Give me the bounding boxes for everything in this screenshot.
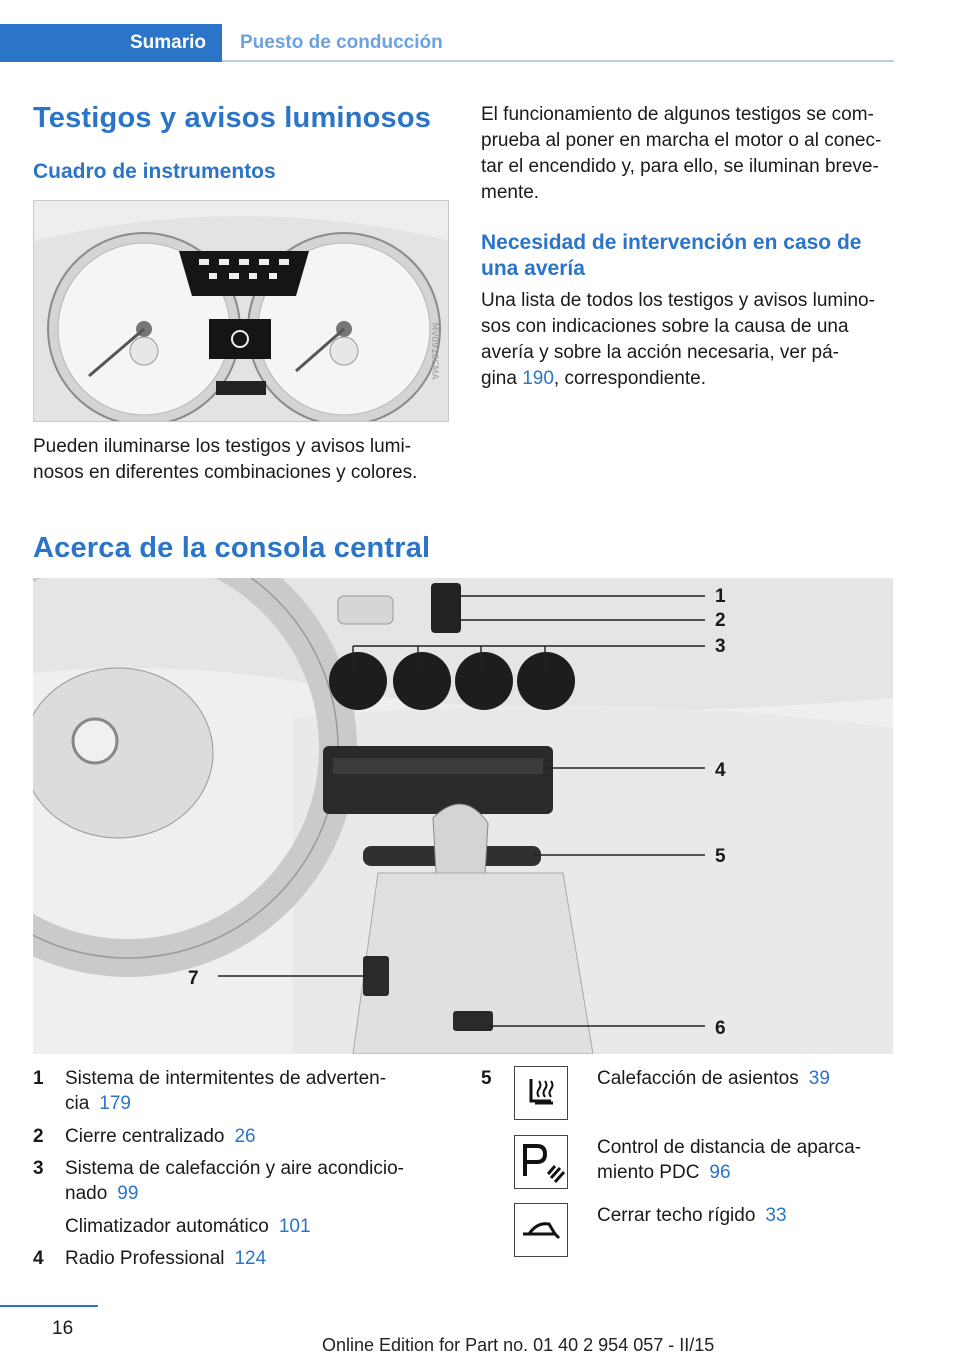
page-link-101[interactable]: 101 bbox=[278, 1216, 311, 1237]
page-number: 16 bbox=[52, 1318, 74, 1339]
paragraph-lista-testigos: Una lista de todos los testigos y avisos lumino‐ sos con indicaciones sobre la causa de una avería y sobre la acción necesaria, ver pá‐ gina 190, correspondiente. bbox=[481, 290, 875, 389]
paragraph-function-check: El funcionamiento de algunos testigos se com‐ prueba al poner en marcha el motor o al conec‐ tar el encendido y, para ello, se iluminan breve‐ mente. bbox=[481, 104, 882, 203]
callout-2: 2 bbox=[715, 610, 726, 631]
legend-item-4: 4 Radio Professional 124 bbox=[33, 1248, 267, 1269]
footer-rule bbox=[0, 1305, 98, 1307]
subtitle-cuadro: Cuadro de instrumentos bbox=[33, 160, 276, 183]
center-console-illustration bbox=[33, 578, 893, 1054]
callout-4: 4 bbox=[715, 760, 726, 781]
legend-item-3: 3 Sistema de calefacción y aire acondicio‐ nado 99 bbox=[33, 1158, 405, 1204]
header-rule bbox=[222, 60, 894, 62]
cluster-caption: Pueden iluminarse los testigos y avisos lumi‐ nosos en diferentes combinaciones y colores. bbox=[33, 436, 418, 483]
legend-item-5-num: 5 bbox=[481, 1068, 492, 1089]
legend-item-3b: Climatizador automático 101 bbox=[65, 1216, 311, 1237]
legend-item-2: 2 Cierre centralizado 26 bbox=[33, 1126, 256, 1147]
legend-item-5: Calefacción de asientos 39 bbox=[597, 1068, 830, 1089]
page-link-179[interactable]: 179 bbox=[99, 1093, 131, 1114]
callout-7: 7 bbox=[188, 968, 199, 989]
page-link-33[interactable]: 33 bbox=[765, 1205, 787, 1226]
hardtop-icon bbox=[514, 1203, 568, 1257]
section-title-testigos: Testigos y avisos luminosos bbox=[33, 102, 432, 134]
callout-6: 6 bbox=[715, 1018, 726, 1039]
image-code: MV0918CMA bbox=[429, 322, 439, 380]
tab-sumario[interactable]: Sumario bbox=[0, 24, 222, 62]
page-link-26[interactable]: 26 bbox=[234, 1126, 256, 1147]
pdc-icon bbox=[514, 1135, 568, 1189]
center-console-image bbox=[33, 578, 893, 1054]
seat-heating-icon bbox=[514, 1066, 568, 1120]
instrument-cluster-image bbox=[33, 200, 449, 422]
callout-1: 1 bbox=[715, 586, 726, 607]
legend-item-1: 1 Sistema de intermitentes de adverten‐ cia 179 bbox=[33, 1068, 387, 1114]
legend-item-hardtop: Cerrar techo rígido 33 bbox=[597, 1205, 787, 1226]
callout-3: 3 bbox=[715, 636, 726, 657]
edition-note: Online Edition for Part no. 01 40 2 954 057 - II/15 bbox=[322, 1335, 715, 1355]
page-link-96[interactable]: 96 bbox=[709, 1162, 731, 1183]
page-link-39[interactable]: 39 bbox=[808, 1068, 830, 1089]
heading-intervencion: Necesidad de intervención en caso de una avería bbox=[481, 231, 862, 280]
instrument-cluster-illustration bbox=[34, 201, 449, 422]
page-link-99[interactable]: 99 bbox=[117, 1183, 139, 1204]
callout-5: 5 bbox=[715, 846, 726, 867]
legend-item-pdc: Control de distancia de aparca‐ miento PDC 96 bbox=[597, 1137, 862, 1183]
section-title-consola: Acerca de la consola central bbox=[33, 532, 431, 564]
page-link-124[interactable]: 124 bbox=[234, 1248, 267, 1269]
tab-puesto-de-conduccion[interactable]: Puesto de conducción bbox=[240, 32, 443, 53]
page-link-190[interactable]: 190 bbox=[522, 368, 554, 389]
